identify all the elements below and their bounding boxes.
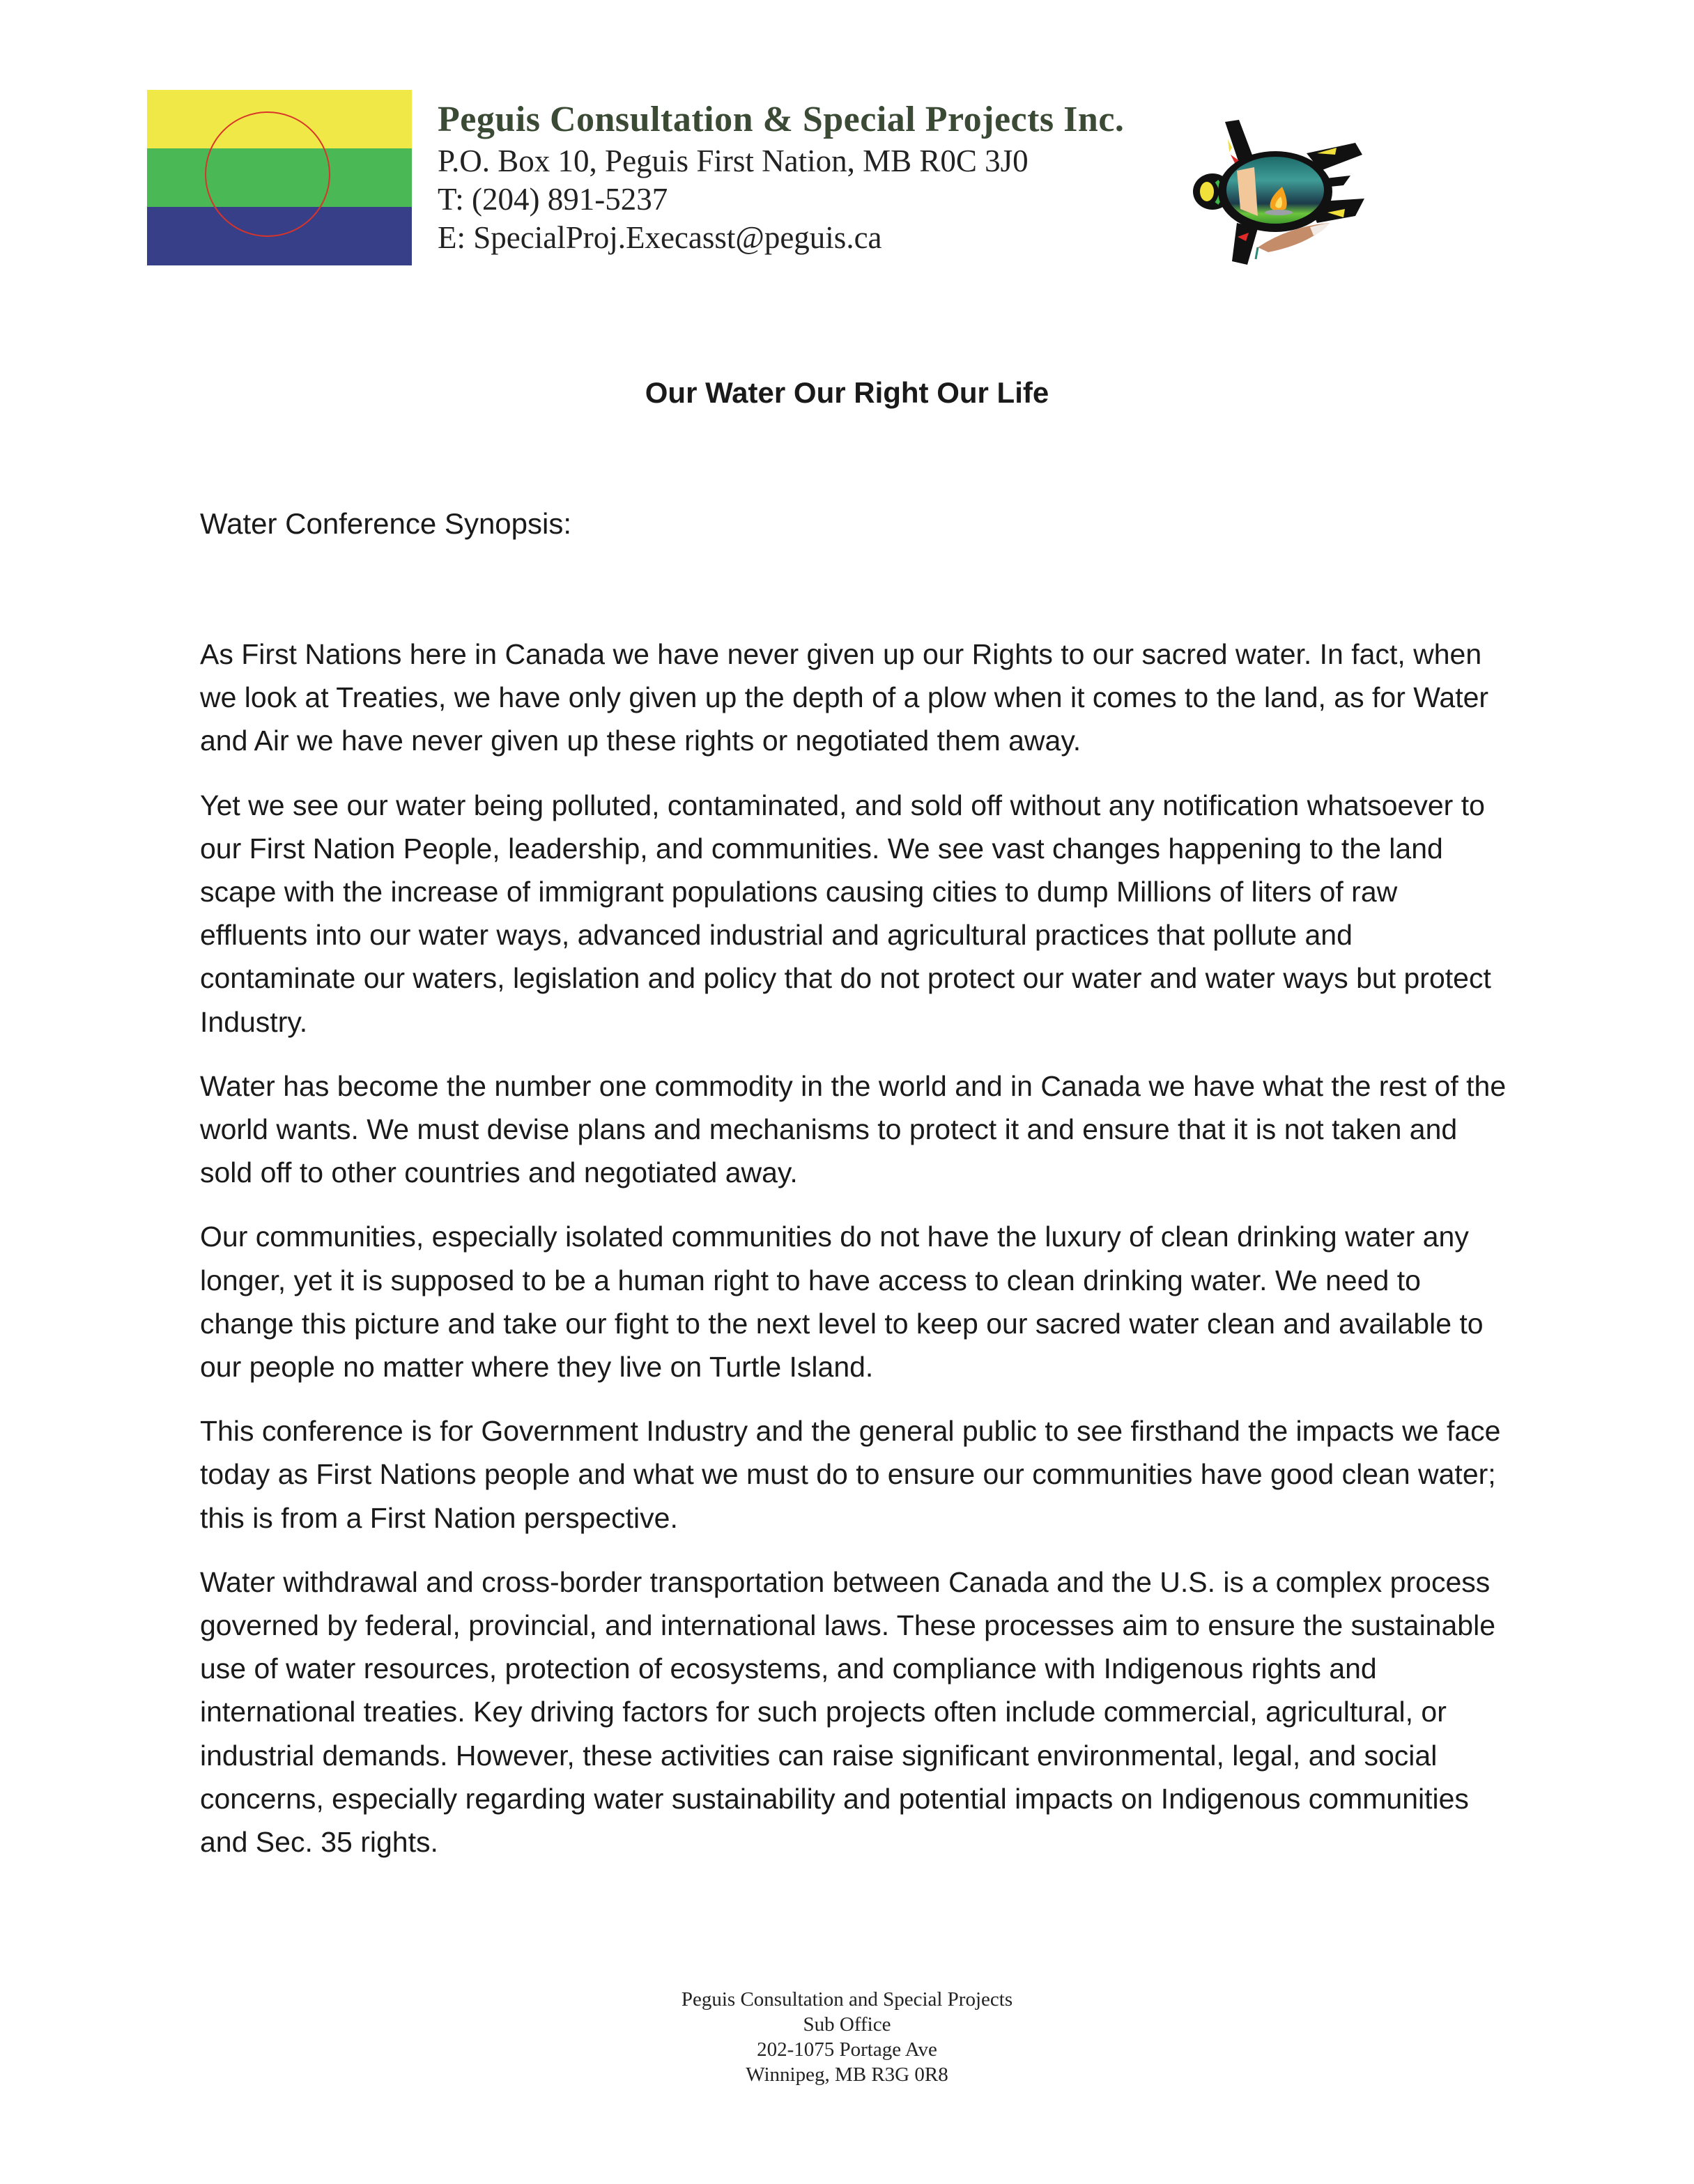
paragraph: As First Nations here in Canada we have never given up our Rights to our sacred water. In fact, when we look at Treaties, we have only given up the depth of a plow when it comes to the land, as for Water and Air we have never given up these rights or negotiated them away. [200, 638, 1489, 757]
document-title: Our Water Our Right Our Life [645, 376, 1049, 409]
paragraph: Water has become the number one commodity in the world and in Canada we have what the rest of the world wants. We must devise plans and mechanisms to protect it and ensure that it is not taken and sold off to other countries and negotiated away. [200, 1069, 1507, 1189]
footer-city: Winnipeg, MB R3G 0R8 [746, 2063, 948, 2086]
footer-street: 202-1075 Portage Ave [757, 2038, 937, 2061]
org-address: P.O. Box 10, Peguis First Nation, MB R0C 3J0 [438, 144, 1029, 178]
footer-org: Peguis Consultation and Special Projects [681, 1988, 1013, 2011]
paragraph: Water withdrawal and cross-border transportation between Canada and the U.S. is a complex process governed by federal, provincial, and international laws. These processes aim to ensure the sustainable use of water resources, protection of ecosystems, and compliance with Indigenous rights and international treaties. Key driving factors for such projects often include commercial, agricultural, or industrial demands. However, these activities can raise significant environmental, legal, and social concerns, especially regarding water sustainability and potential impacts on Indigenous communities and Sec. 35 rights. [200, 1565, 1495, 1859]
document-body [200, 633, 1510, 1884]
footer-office: Sub Office [803, 2013, 891, 2036]
paragraph: Our communities, especially isolated communities do not have the luxury of clean drinking water any longer, yet it is supposed to be a human right to have access to clean drinking water. We need to change this picture and take our fight to the next level to keep our sacred water clean and available to our people no matter where they live on Turtle Island. [200, 1221, 1484, 1384]
letterhead-contact [438, 98, 1124, 257]
paragraph: This conference is for Government Industry and the general public to see firsthand the impacts we face today as First Nations people and what we must do to ensure our communities have good clean water; this is from a First Nation perspective. [200, 1415, 1501, 1534]
paragraph: Yet we see our water being polluted, contaminated, and sold off without any notification whatsoever to our First Nation People, leadership, and communities. We see vast changes happening to the land scape with the increase of immigrant populations causing cities to dump Millions of liters of raw effluents into our water ways, advanced industrial and agricultural practices that pollute and contaminate our waters, legislation and policy that do not protect our water and water ways but protect Industry. [200, 789, 1491, 1038]
flag-circle-icon [205, 111, 330, 237]
flag-logo [147, 90, 412, 265]
turtle-emblem-icon [1171, 104, 1373, 265]
document-subtitle: Water Conference Synopsis: [200, 507, 572, 540]
org-email: E: SpecialProj.Execasst@peguis.ca [438, 220, 882, 255]
footer-address [0, 1987, 1694, 2087]
org-name: Peguis Consultation & Special Projects Inc. [438, 100, 1125, 139]
org-phone: T: (204) 891-5237 [438, 182, 668, 217]
